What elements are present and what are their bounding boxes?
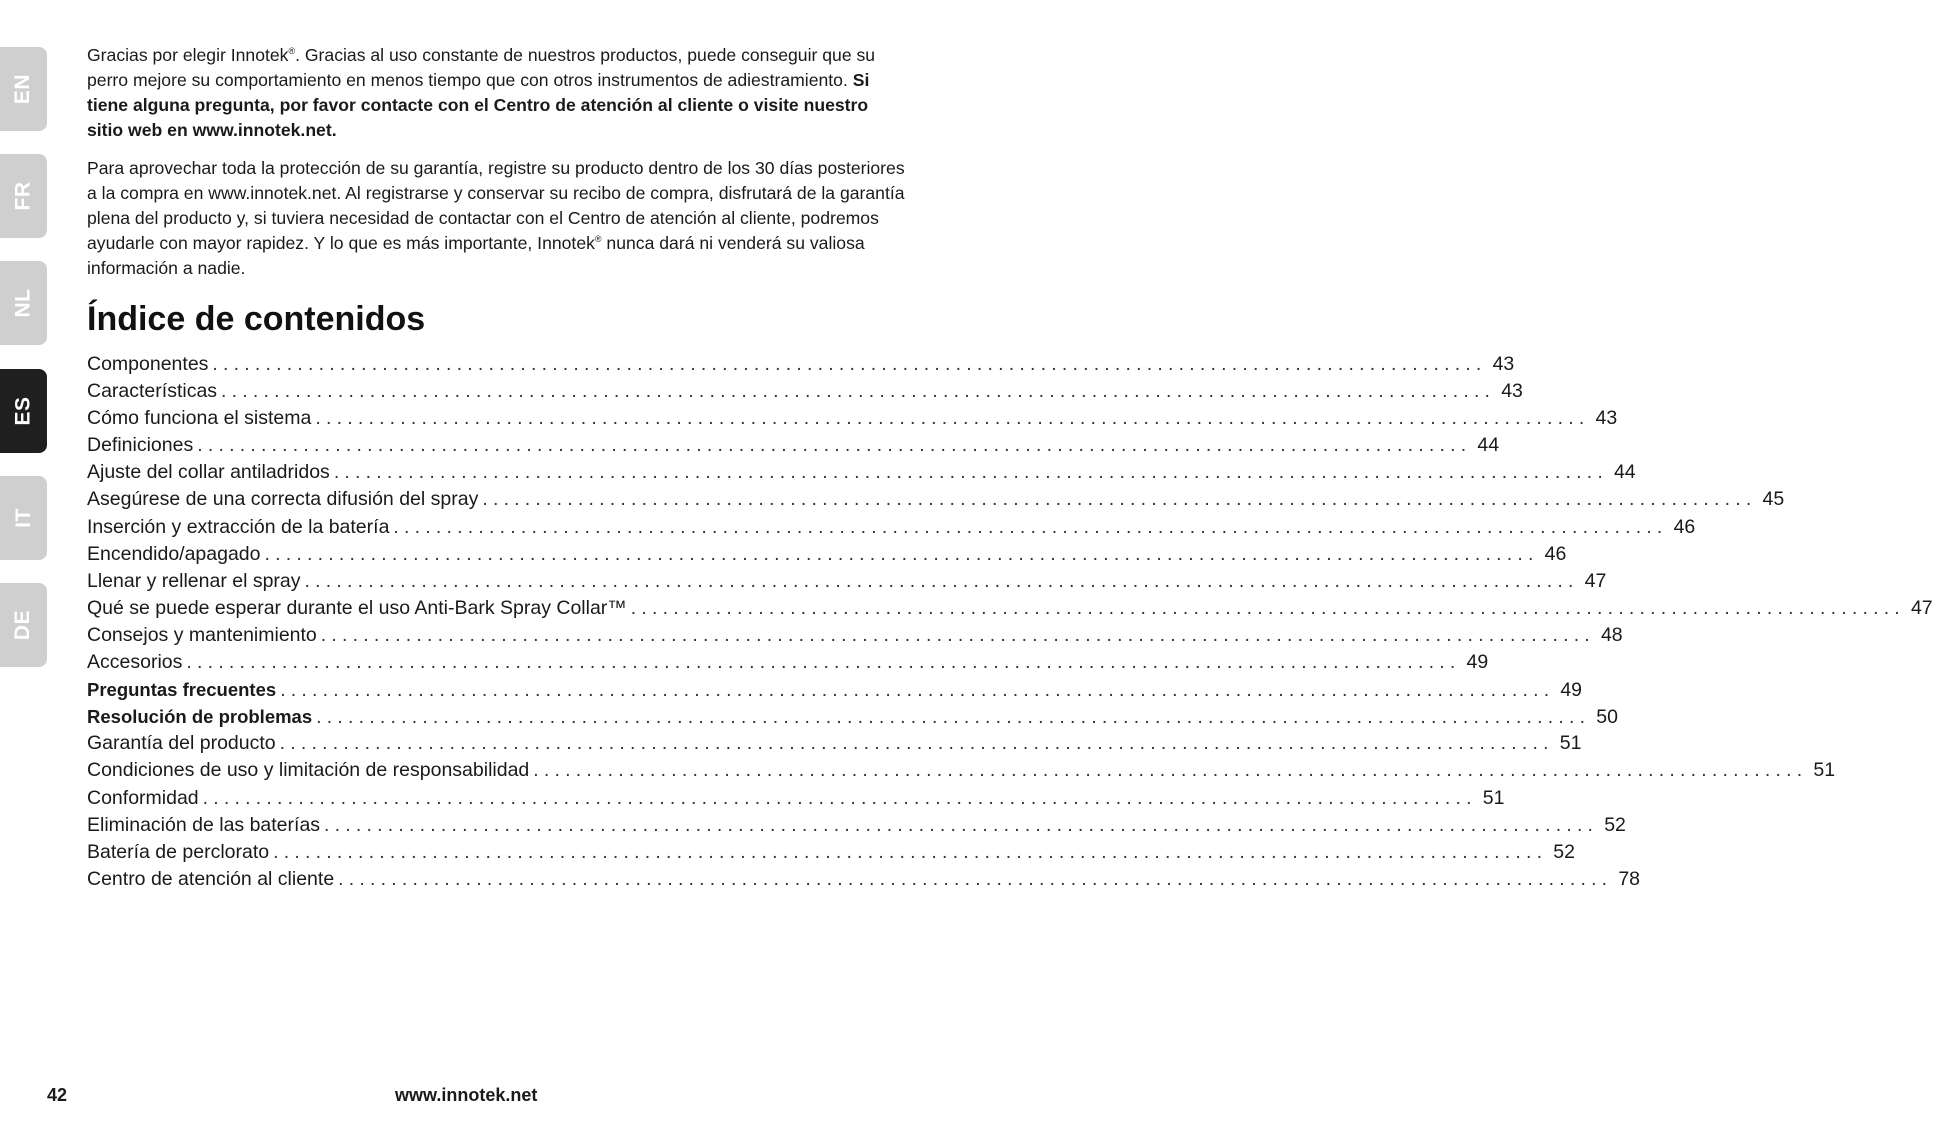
- toc-entry-page: 48: [1600, 623, 1623, 646]
- toc-entry[interactable]: [87, 649, 1489, 676]
- toc-entry-label: Definiciones: [87, 434, 194, 457]
- footer-url: www.innotek.net: [395, 1085, 538, 1105]
- toc-entry-page: 52: [1604, 813, 1626, 836]
- toc-entry-label: Inserción y extracción de la batería: [87, 515, 390, 538]
- toc-entry[interactable]: [87, 703, 1618, 730]
- toc-leader-dots: ........................................................................................................................: [264, 542, 1539, 565]
- toc-entry-page: 46: [1544, 542, 1567, 565]
- toc-leader-dots: ........................................................................................................................: [186, 651, 1461, 674]
- toc-entry-page: 49: [1466, 651, 1489, 674]
- toc-entry[interactable]: [87, 514, 1696, 541]
- toc-leader-dots: ........................................................................................................................: [202, 786, 1477, 809]
- toc-entry-page: 52: [1553, 840, 1575, 863]
- toc-entry-page: 49: [1560, 679, 1583, 702]
- toc-entry-page: 47: [1910, 596, 1933, 619]
- toc-entry[interactable]: [87, 730, 1582, 757]
- toc-entry[interactable]: [87, 676, 1583, 703]
- toc-entry-label: Batería de perclorato: [87, 840, 270, 863]
- toc-entry[interactable]: [87, 568, 1607, 595]
- toc-leader-dots: ........................................................................................................................: [279, 732, 1554, 755]
- toc-entry-label: Conformidad: [87, 786, 199, 809]
- toc-entry-label: Llenar y rellenar el spray: [87, 569, 301, 592]
- toc-entry-page: 44: [1477, 434, 1500, 457]
- toc-leader-dots: ........................................................................................................................: [333, 461, 1608, 484]
- lang-tab-en[interactable]: [0, 47, 47, 131]
- toc-leader-dots: ........................................................................................................................: [630, 596, 1905, 619]
- page-number: 42: [47, 1085, 68, 1105]
- toc-leader-dots: ........................................................................................................................: [316, 706, 1591, 729]
- intro-text: . Gracias al uso constante de nuestros productos, puede conseguir que su perro mejore su comportamiento en menos tiempo que con otros instrumentos de adiestramiento.: [87, 45, 876, 90]
- toc-entry-label: Accesorios: [87, 651, 183, 674]
- toc-entry-label: Garantía del producto: [87, 732, 276, 755]
- toc-entry-label: Ajuste del collar antiladridos: [87, 461, 330, 484]
- toc-entry-label: Resolución de problemas: [87, 706, 313, 728]
- toc-leader-dots: ........................................................................................................................: [304, 569, 1579, 592]
- toc-entry-label: Encendido/apagado: [87, 542, 261, 565]
- intro-text: Gracias por elegir Innotek: [87, 45, 289, 65]
- lang-tab-es[interactable]: [0, 369, 47, 453]
- toc-entry[interactable]: [87, 595, 1933, 622]
- toc-entry[interactable]: [87, 839, 1575, 866]
- toc-entry-page: 47: [1584, 569, 1607, 592]
- registered-mark: ®: [594, 234, 602, 245]
- toc-entry-page: 43: [1492, 353, 1515, 375]
- lang-tab-it[interactable]: [0, 476, 47, 560]
- toc-entry-page: 44: [1613, 461, 1636, 484]
- toc-entry-page: 51: [1813, 759, 1836, 782]
- lang-tab-de[interactable]: [0, 583, 47, 667]
- toc-leader-dots: ........................................................................................................................: [533, 759, 1808, 782]
- toc-entry-label: Componentes: [87, 353, 209, 375]
- lang-tab-nl[interactable]: [0, 261, 47, 345]
- toc-entry[interactable]: [87, 757, 1836, 784]
- lang-tab-label: DE: [11, 609, 35, 641]
- toc-entry[interactable]: [87, 351, 1515, 378]
- toc-entry[interactable]: [87, 405, 1618, 432]
- toc-leader-dots: ........................................................................................................................: [221, 380, 1496, 403]
- toc-list: [87, 351, 1933, 893]
- toc-entry[interactable]: [87, 785, 1505, 812]
- toc-entry-label: Cómo funciona el sistema: [87, 407, 312, 430]
- toc-entry[interactable]: [87, 866, 1641, 893]
- toc-entry-page: 43: [1501, 380, 1523, 403]
- lang-tab-label: EN: [11, 73, 35, 105]
- toc-leader-dots: ........................................................................................................................: [280, 679, 1555, 702]
- toc-leader-dots: ........................................................................................................................: [338, 867, 1613, 890]
- toc-entry[interactable]: [87, 459, 1636, 486]
- toc-entry-label: Preguntas frecuentes: [87, 679, 277, 701]
- lang-tab-label: FR: [11, 181, 35, 211]
- lang-tab-label: IT: [11, 508, 35, 528]
- toc-leader-dots: ........................................................................................................................: [324, 813, 1599, 836]
- toc-entry-page: 51: [1482, 786, 1505, 809]
- lang-tab-fr[interactable]: [0, 154, 47, 238]
- intro-bold-text: Si tiene alguna pregunta, por favor contacte con el Centro de atención al cliente o visite nuestro sitio web en www.innotek.net.: [87, 70, 870, 140]
- toc-entry-label: Condiciones de uso y limitación de responsabilidad: [87, 759, 530, 782]
- toc-entry[interactable]: [87, 432, 1500, 459]
- page-content: [87, 43, 1933, 893]
- toc-entry[interactable]: [87, 378, 1523, 405]
- intro-paragraph-1: [87, 43, 907, 143]
- lang-tab-label: ES: [11, 396, 35, 426]
- toc-leader-dots: ........................................................................................................................: [482, 488, 1757, 511]
- intro-text: nunca dará ni venderá su valiosa información a nadie.: [87, 233, 865, 278]
- toc-entry-page: 50: [1596, 706, 1618, 729]
- toc-leader-dots: ........................................................................................................................: [273, 840, 1548, 863]
- toc-leader-dots: ........................................................................................................................: [212, 353, 1487, 375]
- toc-entry-label: Consejos y mantenimiento: [87, 623, 317, 646]
- toc-entry-page: 45: [1762, 488, 1785, 511]
- toc-entry[interactable]: [87, 812, 1626, 839]
- toc-entry-page: 43: [1595, 407, 1618, 430]
- registered-mark: ®: [288, 46, 296, 57]
- lang-tab-label: NL: [11, 288, 35, 318]
- intro-text: Para aprovechar toda la protección de su garantía, registre su producto dentro de los 30 días posteriores a la compra en www.innotek.net. Al registrarse y conservar su recibo de compra, disfrutará de la garantía plena del producto y, si tuviera necesidad de contactar con el Centro de atención al cliente, podremos ayudarle con mayor rapidez. Y lo que es más importante, Innotek: [87, 158, 905, 253]
- intro-paragraph-2: [87, 156, 907, 281]
- toc-entry-label: Características: [87, 380, 218, 403]
- toc-leader-dots: ........................................................................................................................: [315, 407, 1590, 430]
- toc-leader-dots: ........................................................................................................................: [393, 515, 1668, 538]
- toc-entry[interactable]: [87, 622, 1623, 649]
- toc-entry-label: Eliminación de las baterías: [87, 813, 321, 836]
- toc-entry-label: Asegúrese de una correcta difusión del spray: [87, 488, 479, 511]
- toc-entry-page: 46: [1673, 515, 1696, 538]
- toc-entry-label: Centro de atención al cliente: [87, 867, 335, 890]
- toc-entry[interactable]: [87, 541, 1567, 568]
- toc-entry[interactable]: [87, 486, 1785, 513]
- toc-entry-page: 78: [1618, 867, 1641, 890]
- toc-title: Índice de contenidos: [87, 300, 426, 338]
- toc-leader-dots: ........................................................................................................................: [320, 623, 1595, 646]
- toc-leader-dots: ........................................................................................................................: [197, 434, 1472, 457]
- toc-entry-page: 51: [1559, 732, 1582, 755]
- toc-entry-label: Qué se puede esperar durante el uso Anti-Bark Spray Collar™: [87, 596, 627, 619]
